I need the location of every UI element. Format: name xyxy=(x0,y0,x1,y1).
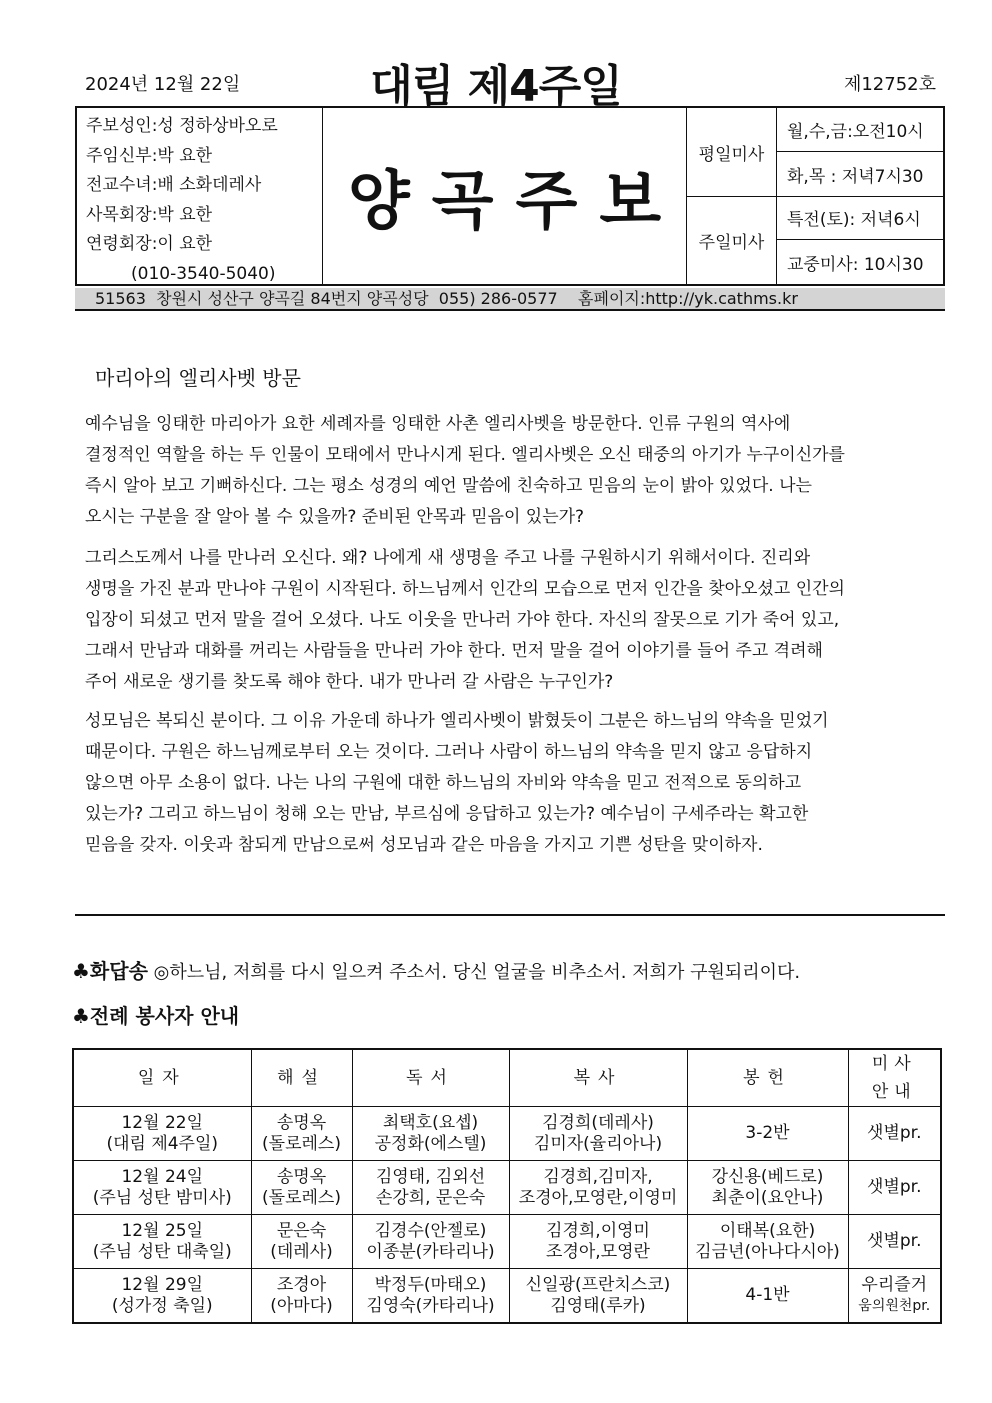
cell-line: 공정화(에스텔) xyxy=(374,1133,487,1154)
masthead xyxy=(75,106,945,286)
cell-line: 3-2반 xyxy=(745,1123,790,1143)
cell-server xyxy=(509,1215,687,1269)
cell-line: 문은숙 xyxy=(276,1220,327,1241)
header-guide-line-2: 안내 xyxy=(871,1082,917,1102)
cell-line: 김금년(아나다시아) xyxy=(695,1241,840,1262)
cell-date xyxy=(73,1215,251,1269)
cell-line: 김영태, 김외선 xyxy=(375,1166,486,1187)
cell-line: 12월 29일 xyxy=(121,1274,203,1295)
weekday-mass-row xyxy=(687,108,943,197)
cell-guide xyxy=(848,1269,941,1324)
table-row xyxy=(73,1215,941,1269)
service-title: ♣전례 봉사자 안내 xyxy=(72,1004,240,1028)
header-offering: 봉헌 xyxy=(687,1049,848,1107)
cell-server xyxy=(509,1161,687,1215)
cell-reading xyxy=(352,1107,509,1161)
cell-line: 김경희,김미자, xyxy=(543,1166,653,1187)
responsorial-label: ♣화답송 xyxy=(72,959,148,983)
cell-offering xyxy=(687,1215,848,1269)
header-commentary: 해설 xyxy=(251,1049,352,1107)
cell-guide xyxy=(848,1107,941,1161)
staff-list xyxy=(77,108,323,284)
cell-server xyxy=(509,1269,687,1324)
text-line: 믿음을 갖자. 이웃과 참되게 만남으로써 성모님과 같은 마음을 가지고 기쁜 성탄을 맞이하자. xyxy=(85,835,763,855)
section-divider xyxy=(75,914,945,916)
cell-line: (아마다) xyxy=(270,1295,333,1316)
cell-line: 송명옥 xyxy=(276,1112,327,1133)
header-server: 복사 xyxy=(509,1049,687,1107)
cell-guide xyxy=(848,1215,941,1269)
header-date: 일자 xyxy=(73,1049,251,1107)
staff-patron: 주보성인:성 정하상바오로 xyxy=(86,116,278,136)
cell-date xyxy=(73,1107,251,1161)
cell-server xyxy=(509,1107,687,1161)
cell-commentary xyxy=(251,1269,352,1324)
article-paragraph-1 xyxy=(85,409,945,533)
cell-line: (돌로레스) xyxy=(262,1133,341,1154)
cell-line: 조경아,모영란 xyxy=(546,1241,650,1262)
cell-line: 김영숙(카타리나) xyxy=(366,1295,495,1316)
text-line: 예수님을 잉태한 마리아가 요한 세례자를 잉태한 사촌 엘리사벳을 방문한다. 인류 구원의 역사에 xyxy=(85,414,791,434)
cell-line: (성가정 축일) xyxy=(111,1295,213,1316)
issue-date: 2024년 12월 22일 xyxy=(85,74,241,95)
table-row xyxy=(73,1161,941,1215)
cell-line: 12월 25일 xyxy=(121,1220,203,1241)
cell-line: 김미자(율리아나) xyxy=(533,1133,663,1154)
table-row xyxy=(73,1107,941,1161)
cell-line: 이태복(요한) xyxy=(719,1220,816,1241)
cell-line: 12월 24일 xyxy=(121,1166,203,1187)
cell-line: 샛별pr. xyxy=(867,1123,922,1143)
cell-commentary xyxy=(251,1107,352,1161)
staff-council-president: 사목회장:박 요한 xyxy=(86,204,213,225)
cell-offering xyxy=(687,1269,848,1324)
cell-line: 조경아,모영란,이영미 xyxy=(518,1187,678,1208)
header-guide xyxy=(848,1049,941,1107)
responsorial-text: ◎하느님, 저희를 다시 일으켜 주소서. 당신 얼굴을 비추소서. 저희가 구원되리이다. xyxy=(153,962,801,983)
article-paragraph-2 xyxy=(85,543,945,698)
cell-line: 손강희, 문은숙 xyxy=(375,1187,486,1208)
cell-line: 최춘이(요안나) xyxy=(711,1187,824,1208)
staff-sister: 전교수녀:배 소화데레사 xyxy=(86,175,262,195)
text-line: 입장이 되셨고 먼저 말을 걸어 오셨다. 나도 이웃을 만나러 가야 한다. 자신의 잘못으로 기가 죽어 있고, xyxy=(85,610,840,630)
cell-commentary xyxy=(251,1161,352,1215)
article-paragraph-3 xyxy=(85,706,945,861)
cell-line: 김경수(안젤로) xyxy=(374,1220,487,1241)
cell-reading xyxy=(352,1161,509,1215)
cell-reading xyxy=(352,1215,509,1269)
cell-line: 김경희,이영미 xyxy=(546,1220,650,1241)
cell-line: (주님 성탄 밤미사) xyxy=(92,1187,232,1208)
weekday-mass-time-2: 화,목 : 저녁7시30 xyxy=(787,166,924,187)
cell-line: 샛별pr. xyxy=(867,1231,922,1251)
cell-line: 신일광(프란치스코) xyxy=(525,1274,671,1295)
sunday-mass-row xyxy=(687,196,943,284)
text-line: 그래서 만남과 대화를 꺼리는 사람들을 만나러 가야 한다. 먼저 말을 걸어 이야기를 들어 주고 격려해 xyxy=(85,641,823,661)
article-title: 마리아의 엘리사벳 방문 xyxy=(95,366,301,390)
text-line: 생명을 가진 분과 만나야 구원이 시작된다. 하느님께서 인간의 모습으로 먼저 인간을 찾아오셨고 인간의 xyxy=(85,579,845,599)
liturgy-servers-table xyxy=(72,1048,942,1324)
sunday-mass-time-2: 교중미사: 10시30 xyxy=(787,254,924,275)
table-row xyxy=(73,1269,941,1324)
cell-line: (주님 성탄 대축일) xyxy=(92,1241,232,1262)
text-line: 있는가? 그리고 하느님이 청해 오는 만남, 부르심에 응답하고 있는가? 예수님이 구세주라는 확고한 xyxy=(85,804,809,824)
cell-line: 이종분(카타리나) xyxy=(366,1241,495,1262)
cell-line: 박정두(마태오) xyxy=(374,1274,487,1295)
cell-line: 김영태(루카) xyxy=(550,1295,646,1316)
text-line: 성모님은 복되신 분이다. 그 이유 가운데 하나가 엘리사벳이 밝혔듯이 그분은 하느님의 약속을 믿었기 xyxy=(85,711,829,731)
cell-date xyxy=(73,1161,251,1215)
cell-line: (대림 제4주일) xyxy=(106,1133,219,1154)
text-line: 그리스도께서 나를 만나러 오신다. 왜? 나에게 새 생명을 주고 나를 구원하시기 위해서이다. 진리와 xyxy=(85,548,811,568)
table-header-row xyxy=(73,1049,941,1107)
header-reading: 독서 xyxy=(352,1049,509,1107)
mass-schedule xyxy=(687,108,943,284)
cell-line: (데레사) xyxy=(270,1241,333,1262)
cell-commentary xyxy=(251,1215,352,1269)
cell-line: 송명옥 xyxy=(276,1166,327,1187)
cell-line: 움의원천pr. xyxy=(858,1297,931,1314)
bulletin-name: 양곡주보 xyxy=(323,108,687,284)
address-bar: 51563 창원시 성산구 양곡길 84번지 양곡성당 055) 286-0577 홈페이지:http://yk.cathms.kr xyxy=(75,288,945,311)
staff-phone: (010-3540-5040) xyxy=(131,263,276,284)
cell-date xyxy=(73,1269,251,1324)
weekday-mass-time-1: 월,수,금:오전10시 xyxy=(777,108,943,152)
staff-funeral-president: 연령회장:이 요한 xyxy=(86,234,213,254)
cell-line: (돌로레스) xyxy=(262,1187,341,1208)
text-line: 즉시 알아 보고 기뻐하신다. 그는 평소 성경의 예언 말씀에 친숙하고 믿음의 눈이 밝아 있었다. 나는 xyxy=(85,476,812,496)
cell-line: 12월 22일 xyxy=(121,1112,203,1133)
cell-line: 최택호(요셉) xyxy=(382,1112,479,1133)
staff-pastor: 주임신부:박 요한 xyxy=(86,145,213,166)
text-line: 오시는 구분을 잘 알아 볼 수 있을까? 준비된 안목과 믿음이 있는가? xyxy=(85,507,585,527)
cell-line: 샛별pr. xyxy=(867,1177,922,1197)
cell-offering xyxy=(687,1161,848,1215)
cell-line: 우리즐거 xyxy=(861,1274,928,1295)
issue-number: 제12752호 xyxy=(843,74,936,95)
page-title: 대림 제4주일 xyxy=(370,61,622,112)
cell-line: 강신용(베드로) xyxy=(711,1166,824,1187)
text-line: 결정적인 역할을 하는 두 인물이 모태에서 만나시게 된다. 엘리사벳은 오신 태중의 아기가 누구이신가를 xyxy=(85,445,845,465)
text-line: 주어 새로운 생기를 찾도록 해야 한다. 내가 만나러 갈 사람은 누구인가? xyxy=(85,672,614,692)
cell-reading xyxy=(352,1269,509,1324)
cell-line: 조경아 xyxy=(276,1274,327,1295)
weekday-mass-label: 평일미사 xyxy=(687,108,777,196)
sunday-mass-label: 주일미사 xyxy=(687,196,777,284)
header-guide-line-1: 미사 xyxy=(871,1054,917,1074)
sunday-mass-time-1: 특전(토): 저녁6시 xyxy=(777,196,943,240)
cell-offering xyxy=(687,1107,848,1161)
responsorial-psalm xyxy=(72,955,800,984)
text-line: 않으면 아무 소용이 없다. 나는 나의 구원에 대한 하느님의 자비와 약속을 믿고 전적으로 동의하고 xyxy=(85,773,802,793)
cell-line: 4-1반 xyxy=(745,1285,790,1305)
cell-line: 김경희(데레사) xyxy=(542,1112,654,1133)
cell-guide xyxy=(848,1161,941,1215)
text-line: 때문이다. 구원은 하느님께로부터 오는 것이다. 그러나 사람이 하느님의 약속을 믿지 않고 응답하지 xyxy=(85,742,813,762)
